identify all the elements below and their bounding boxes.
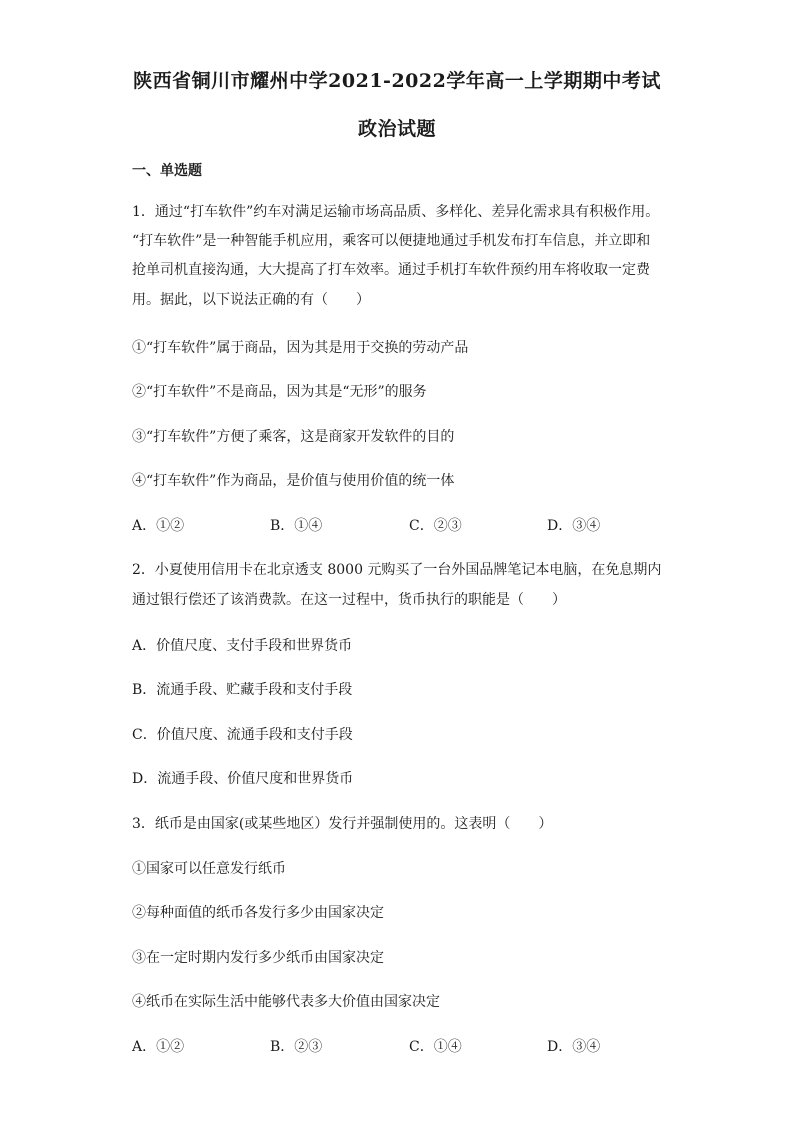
q1-option-a[interactable]: A．①② bbox=[132, 518, 185, 534]
q3-option-a[interactable]: A．①② bbox=[132, 1039, 185, 1055]
q1-statement-4: ④“打车软件”作为商品，是价值与使用价值的统一体 bbox=[132, 473, 455, 489]
q3-options bbox=[132, 1037, 672, 1057]
q3-statement-2: ②每种面值的纸币各发行多少由国家决定 bbox=[132, 905, 384, 921]
q1-option-b[interactable]: B．①④ bbox=[270, 518, 323, 534]
q1-statement-3: ③“打车软件”方便了乘客，这是商家开发软件的目的 bbox=[132, 429, 455, 445]
q2-stem-line: 2．小夏使用信用卡在北京透支 8000 元购买了一台外国品牌笔记本电脑，在免息期内 bbox=[132, 562, 662, 578]
q2-choice-a[interactable]: A．价值尺度、支付手段和世界货币 bbox=[132, 638, 353, 654]
q1-statement-1: ①“打车软件”属于商品，因为其是用于交换的劳动产品 bbox=[132, 340, 469, 356]
q1-stem-line: “打车软件”是一种智能手机应用，乘客可以便捷地通过手机发布打车信息，并立即和 bbox=[132, 233, 651, 249]
section-heading: 一、单选题 bbox=[132, 163, 202, 179]
q1-stem-line: 用。据此，以下说法正确的有（ ） bbox=[132, 292, 370, 308]
q3-stem-line: 3．纸币是由国家(或某些地区）发行并强制使用的。这表明（ ） bbox=[132, 816, 553, 832]
q1-stem-line: 抢单司机直接沟通，大大提高了打车效率。通过手机打车软件预约用车将收取一定费 bbox=[132, 262, 650, 278]
q3-option-c[interactable]: C．①④ bbox=[409, 1039, 462, 1055]
q1-option-c[interactable]: C．②③ bbox=[409, 518, 462, 534]
q1-statement-2: ②“打车软件”不是商品，因为其是“无形”的服务 bbox=[132, 384, 427, 400]
q2-choice-d[interactable]: D．流通手段、价值尺度和世界货币 bbox=[132, 771, 354, 787]
q3-option-b[interactable]: B．②③ bbox=[270, 1039, 323, 1055]
q3-statement-3: ③在一定时期内发行多少纸币由国家决定 bbox=[132, 950, 384, 966]
exam-subject: 政治试题 bbox=[357, 118, 436, 140]
q1-option-d[interactable]: D．③④ bbox=[547, 518, 601, 534]
q3-statement-4: ④纸币在实际生活中能够代表多大价值由国家决定 bbox=[132, 994, 440, 1010]
q1-options bbox=[132, 516, 672, 536]
exam-title: 陕西省铜川市耀州中学2021-2022学年高一上学期期中考试 bbox=[133, 70, 661, 92]
q1-stem-line: 1．通过“打车软件”约车对满足运输市场高品质、多样化、差异化需求具有积极作用。 bbox=[132, 204, 660, 220]
q2-choice-c[interactable]: C．价值尺度、流通手段和支付手段 bbox=[132, 727, 353, 743]
q2-choice-b[interactable]: B．流通手段、贮藏手段和支付手段 bbox=[132, 682, 353, 698]
q2-stem-line: 通过银行偿还了该消费款。在这一过程中，货币执行的职能是（ ） bbox=[132, 592, 566, 608]
q3-option-d[interactable]: D．③④ bbox=[547, 1039, 601, 1055]
q3-statement-1: ①国家可以任意发行纸币 bbox=[132, 861, 286, 877]
